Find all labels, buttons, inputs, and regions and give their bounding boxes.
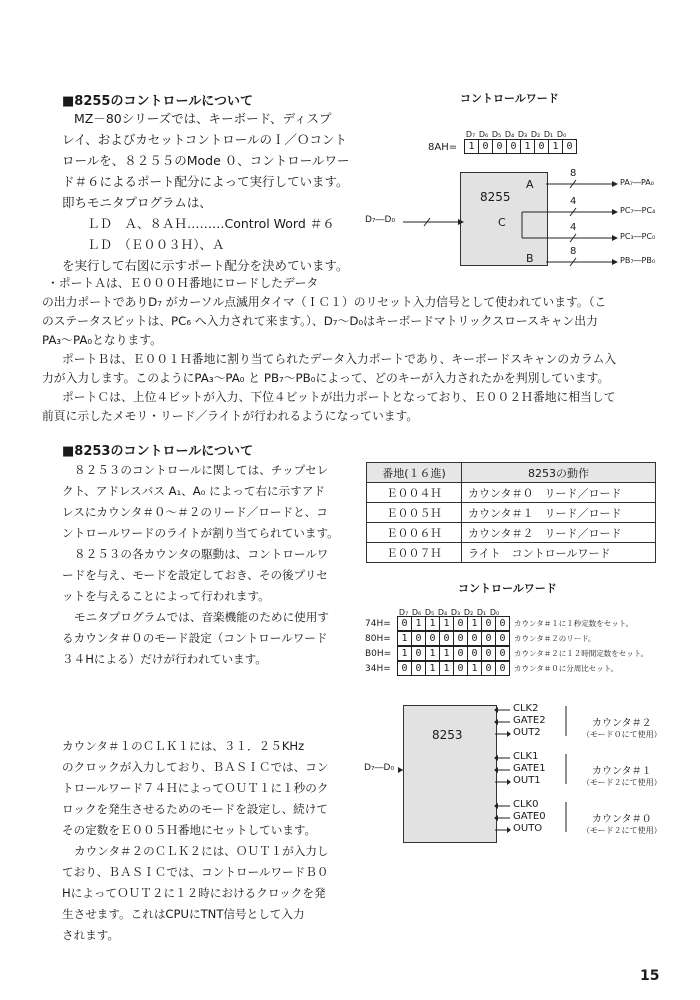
bit-cell: 0 [467, 646, 482, 661]
bit-label: D₆ [411, 608, 422, 617]
bit-cell: 0 [453, 631, 468, 646]
control-word-note: カウンタ＃２に１２時間定数をセット。 [514, 649, 649, 658]
body-line: ポートＢは、Ｅ００１Ｈ番地に割り当てられたデータ入力ポートであり、キーボードスキャンのカラム入 [62, 352, 617, 366]
control-word-bits [398, 661, 510, 676]
bit-cell: 1 [411, 616, 426, 631]
bit-cell: 1 [548, 139, 563, 154]
control-word-row-label: 34H= [365, 663, 391, 674]
bit-label: D₇ [398, 608, 409, 617]
port-a-label: A [526, 178, 534, 191]
bit-cell: 0 [478, 139, 493, 154]
bit-label: D₅ [424, 608, 435, 617]
bit-label: D₃ [450, 608, 461, 617]
bit-cell: 1 [520, 139, 535, 154]
bit-label: D₅ [491, 130, 502, 139]
bit-cell: 0 [495, 631, 510, 646]
bit-cell: 1 [464, 139, 479, 154]
port-c-upper-output-label: PC₇―PC₄ [620, 206, 656, 215]
section-8253-heading: ■8253のコントロールについて [62, 444, 253, 459]
body-line: トロールワード７４ＨによってＯＵＴ１に１秒のク [62, 781, 329, 795]
section-8253-body [62, 460, 339, 670]
bit-cell: 1 [467, 661, 482, 676]
bit-cell: 0 [453, 661, 468, 676]
bit-cell: 0 [425, 631, 440, 646]
table-row [367, 503, 656, 523]
body-line: されます。 [62, 928, 120, 942]
bit-label: D₆ [478, 130, 489, 139]
table-row [367, 523, 656, 543]
body-line: 生させます。これはCPUにTNT信号として入力 [62, 907, 305, 921]
data-bus-label-2: D₇―D₀ [364, 763, 395, 773]
counter-1-pins [513, 751, 546, 787]
bit-cell: 0 [439, 631, 454, 646]
control-word-row [365, 646, 648, 661]
table-cell: Ｅ００４Ｈ [367, 483, 462, 503]
pin-label: CLK2 [513, 703, 539, 714]
body-line: ードを与え、モードを設定しておき、その後プリセ [62, 568, 328, 582]
counter-mode: （モード２にて使用） [582, 826, 662, 835]
bit-cell: 1 [425, 661, 440, 676]
bit-label: D₀ [556, 130, 567, 139]
counter-name: カウンタ＃１ [592, 766, 652, 777]
bit-label: D₃ [517, 130, 528, 139]
counter-mode: （モード２にて使用） [582, 778, 662, 787]
body-line: モニタプログラムでは、音楽機能のために使用す [74, 610, 329, 624]
bit-cell: 0 [495, 661, 510, 676]
port-a-output-label: PA₇―PA₀ [620, 178, 654, 187]
body-line: ており、ＢＡＳＩＣでは、コントロールワードＢ０ [62, 865, 329, 879]
control-word-row-label: B0H= [365, 648, 392, 659]
diagram-8255-wiring [0, 0, 700, 300]
address-table [366, 462, 656, 563]
body-line: ロールを、８２５５のMode ０、コントロールワー [62, 153, 350, 168]
pin-label: CLK0 [513, 799, 539, 810]
bus-width-label: 4 [570, 222, 577, 233]
body-line: るカウンタ＃０のモード設定（コントロールワード [62, 631, 328, 645]
bit-label: D₂ [530, 130, 541, 139]
bit-cell: 1 [439, 661, 454, 676]
port-c-lower-output-label: PC₃―PC₀ [620, 232, 656, 241]
bit-cell: 1 [439, 616, 454, 631]
bit-label: D₁ [476, 608, 487, 617]
body-line: レスにカウンタ＃０～＃２のリード／ロードと、コ [62, 505, 328, 519]
bit-label: D₁ [543, 130, 554, 139]
code-line: ＬＤ （Ｅ００３Ｈ）、Ａ [87, 237, 225, 252]
counter-name: カウンタ＃０ [592, 814, 652, 825]
pin-label: GATE2 [513, 715, 546, 726]
bit-cell: 0 [453, 616, 468, 631]
body-line: カウンタ＃２のＣＬＫ２には、ＯＵＴ１が入力し [74, 844, 329, 858]
table-cell: Ｅ００７Ｈ [367, 543, 462, 563]
bit-cell: 0 [411, 661, 426, 676]
control-word-note: カウンタ＃１に１秒定数をセット。 [514, 619, 634, 628]
control-word-bits [398, 631, 510, 646]
bit-cell: 1 [439, 646, 454, 661]
bit-cell: 0 [481, 616, 496, 631]
body-line: 前頁に示したメモリ・リード／ライトが行われるようになっています。 [42, 409, 419, 423]
body-line: クト、アドレスバス A₁、A₀ によって右に示すアド [62, 484, 326, 498]
table-cell: ライト コントロールワード [462, 543, 656, 563]
body-line: ８２５３のコントロールに関しては、チップセレ [74, 463, 329, 477]
table-header: 8253の動作 [462, 463, 656, 483]
bus-width-label: 8 [570, 168, 577, 179]
body-line: ・ポートＡは、Ｅ０００Ｈ番地にロードしたデータ [47, 276, 319, 290]
bit-cell: 0 [481, 661, 496, 676]
control-word-note: カウンタ＃０に分周比セット。 [514, 664, 619, 673]
bit-label: D₄ [504, 130, 515, 139]
body-line: ド＃６によるポート配分によって実行しています。 [62, 174, 349, 189]
body-line: ロックを発生させるためのモードを設定し、続けて [62, 802, 328, 816]
body-line: ントロールワードのライトが割り当てられています。 [62, 526, 339, 540]
bit-cell: 0 [534, 139, 549, 154]
control-word-title: コントロールワード [460, 92, 559, 105]
control-word-2-rows [365, 616, 648, 676]
bit-cell: 0 [506, 139, 521, 154]
body-line: ８２５３の各カウンタの駆動は、コントロールワ [74, 547, 329, 561]
pin-label: OUT1 [513, 775, 541, 786]
bit-cell: 0 [481, 646, 496, 661]
counter-mode: （モード０にて使用） [582, 730, 662, 739]
body-line: のクロックが入力しており、ＢＡＳＩＣでは、コン [62, 760, 329, 774]
bit-cell: 0 [397, 616, 412, 631]
table-cell: カウンタ＃２ リード／ロード [462, 523, 656, 543]
bus-width-label: 4 [570, 196, 577, 207]
bit-cell: 0 [562, 139, 577, 154]
bit-cell: 0 [397, 661, 412, 676]
table-cell: Ｅ００６Ｈ [367, 523, 462, 543]
data-bus-label: D₇―D₀ [365, 215, 396, 225]
bit-label: D₀ [489, 608, 500, 617]
page-number: 15 [640, 968, 660, 984]
counter-0-label [582, 810, 662, 836]
control-word-label: 8AH= [428, 142, 458, 153]
body-line: ットを与えることによって行われます。 [62, 589, 270, 603]
control-word-note: カウンタ＃２のリード。 [514, 634, 596, 643]
bit-cell: 1 [425, 646, 440, 661]
control-word-row [365, 616, 648, 631]
bit-cell: 0 [467, 631, 482, 646]
body-line: PA₃～PA₀となります。 [42, 333, 162, 347]
port-c-label: C [498, 216, 506, 229]
body-line: レイ、およびカセットコントロールのＩ／Ｏコント [62, 132, 348, 147]
control-word-row [365, 661, 648, 676]
control-word-row [365, 631, 648, 646]
bit-cell: 1 [397, 631, 412, 646]
bit-cell: 1 [397, 646, 412, 661]
table-header: 番地(１６進) [367, 463, 462, 483]
bit-label: D₂ [463, 608, 474, 617]
bit-label: D₇ [465, 130, 476, 139]
code-line: ＬＤ Ａ、８ＡＨ………Control Word ＃６ [87, 216, 335, 231]
control-word-row-label: 74H= [365, 618, 391, 629]
bit-cell: 0 [411, 646, 426, 661]
pin-label: GATE1 [513, 763, 546, 774]
counter-2-label [582, 714, 662, 740]
bit-cell: 1 [425, 616, 440, 631]
bus-width-label: 8 [570, 246, 577, 257]
control-word-row-label: 80H= [365, 633, 391, 644]
counter-2-pins [513, 703, 546, 739]
table-row [367, 543, 656, 563]
table-cell: カウンタ＃０ リード／ロード [462, 483, 656, 503]
bit-cell: 0 [481, 631, 496, 646]
body-line: の出力ポートでありD₇ がカーソル点滅用タイマ（ＩＣ１）のリセット入力信号として使われています。（こ [42, 295, 607, 309]
bit-cell: 0 [495, 646, 510, 661]
body-line: その定数をＥ００５Ｈ番地にセットしています。 [62, 823, 317, 837]
pin-label: OUT2 [513, 727, 541, 738]
table-cell: カウンタ＃１ リード／ロード [462, 503, 656, 523]
body-line: を実行して右図に示すポート配分を決めています。 [62, 258, 349, 273]
control-word-2-title: コントロールワード [458, 582, 557, 595]
bit-cell: 0 [492, 139, 507, 154]
body-line: のステータスビットは、PC₆ へ入力されて来ます。）、D₇～D₀はキーボードマトリックスロースキャン出力 [42, 314, 598, 328]
table-row [367, 483, 656, 503]
section-8255-heading: ■8255のコントロールについて [62, 94, 253, 109]
port-b-output-label: PB₇―PB₀ [620, 256, 656, 265]
body-line: ポートＣは、上位４ビットが入力、下位４ビットが出力ポートとなっており、Ｅ００２Ｈ番地に相当して [62, 390, 616, 404]
body-line: ３４Hによる）だけが行われています。 [62, 652, 267, 666]
counter-0-pins [513, 799, 546, 835]
chip-8253-label: 8253 [432, 728, 463, 742]
bit-label: D₄ [437, 608, 448, 617]
table-cell: Ｅ００５Ｈ [367, 503, 462, 523]
body-line: 力が入力します。このようにPA₃～PA₀ と PB₇～PB₀によって、どのキーが入力されたかを判別しています。 [42, 371, 610, 385]
bit-cell: 0 [411, 631, 426, 646]
bit-cell: 1 [467, 616, 482, 631]
chip-8255-label: 8255 [480, 190, 511, 204]
counter-1-label [582, 762, 662, 788]
port-b-label: B [526, 252, 534, 265]
bit-cell: 0 [495, 616, 510, 631]
bit-cell: 0 [453, 646, 468, 661]
body-line: カウンタ＃１のＣＬＫ１には、３１．２５KHz [62, 739, 305, 753]
table-header-row [367, 463, 656, 483]
control-word-bits [398, 616, 510, 631]
pin-label: GATE0 [513, 811, 546, 822]
control-word-bits [398, 646, 510, 661]
counter-name: カウンタ＃２ [592, 718, 652, 729]
pin-label: OUTO [513, 823, 543, 834]
body-line: MZ－80シリーズでは、キーボード、ディスプ [74, 111, 332, 126]
pin-label: CLK1 [513, 751, 539, 762]
body-line: HによってＯＵＴ２に１２時におけるクロックを発 [62, 886, 326, 900]
body-line: 即ちモニタプログラムは、 [62, 195, 212, 210]
